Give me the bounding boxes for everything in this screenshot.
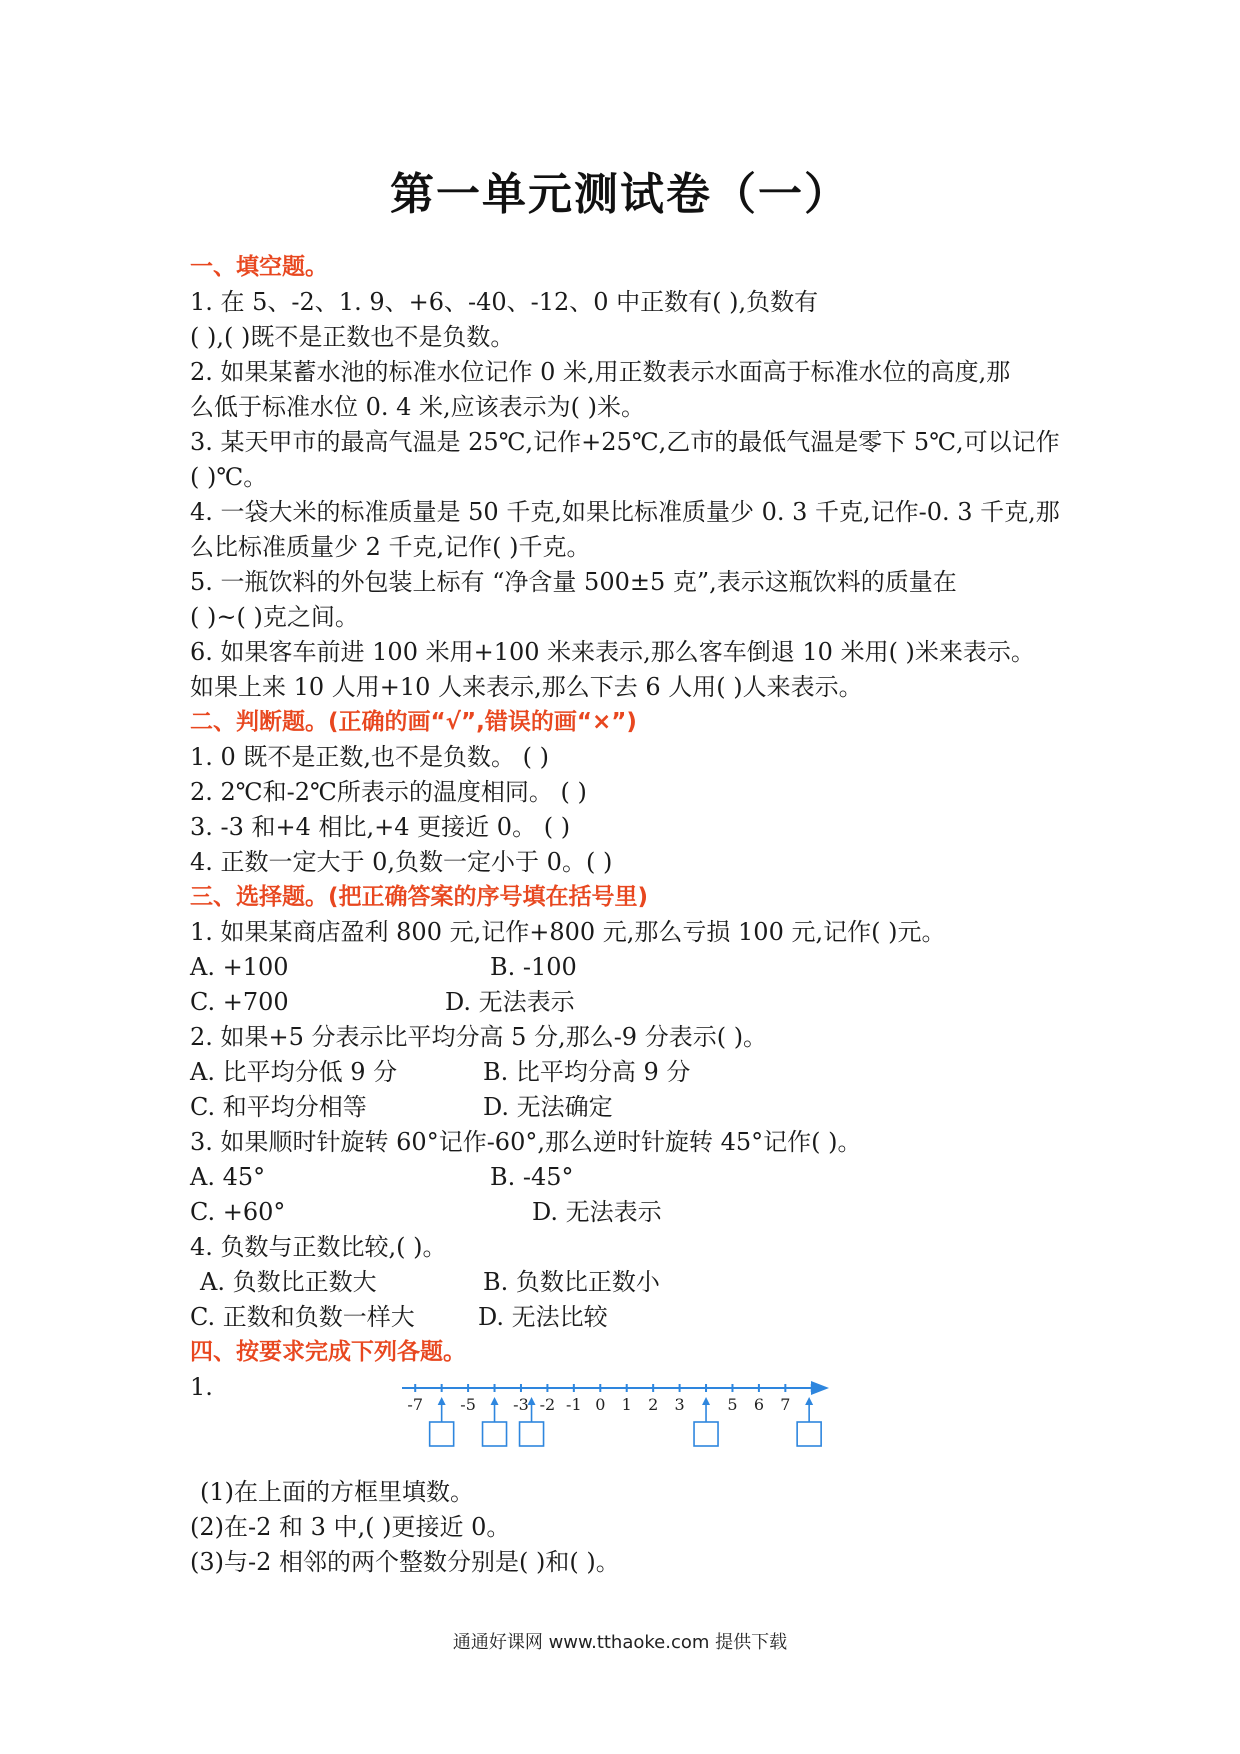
- question-stem: 4. 负数与正数比较,( )。: [190, 1233, 447, 1261]
- question-line: 4. 正数一定大于 0,负数一定小于 0。( ): [190, 848, 613, 876]
- option-row: [190, 1055, 1070, 1090]
- pointer-arrow-head: [805, 1397, 813, 1405]
- option-row: [190, 1160, 1070, 1195]
- question-line: 1. 0 既不是正数,也不是负数。 ( ): [190, 743, 550, 771]
- answer-box[interactable]: [520, 1422, 544, 1446]
- subquestion-line: (1)在上面的方框里填数。: [200, 1478, 474, 1506]
- answer-box[interactable]: [797, 1422, 821, 1446]
- number-line-label: -3: [513, 1395, 529, 1414]
- question-stem: 2. 如果+5 分表示比平均分高 5 分,那么-9 分表示( )。: [190, 1023, 768, 1051]
- question-line: 2. 如果某蓄水池的标准水位记作 0 米,用正数表示水面高于标准水位的高度,那: [190, 358, 1011, 386]
- subquestion-line: (3)与-2 相邻的两个整数分别是( )和( )。: [190, 1548, 620, 1576]
- option-row: [190, 1195, 1070, 1230]
- question-line: 3. 某天甲市的最高气温是 25℃,记作+25℃,乙市的最低气温是零下 5℃,可以记作: [190, 428, 1060, 456]
- answer-box[interactable]: [694, 1422, 718, 1446]
- section-heading-choice: 三、选择题。(把正确答案的序号填在括号里): [190, 884, 649, 910]
- number-line-label: 3: [674, 1395, 685, 1414]
- number-line-label: 1: [621, 1395, 632, 1414]
- section-heading-judgement: 二、判断题。(正确的画“√”,错误的画“×”): [190, 709, 637, 735]
- question-line: 么比标准质量少 2 千克,记作( )千克。: [190, 533, 591, 561]
- page-title: 第一单元测试卷（一）: [390, 169, 850, 220]
- section-heading-tasks: 四、按要求完成下列各题。: [190, 1339, 466, 1365]
- question-stem: 3. 如果顺时针旋转 60°记作-60°,那么逆时针旋转 45°记作( )。: [190, 1128, 862, 1156]
- option-a: A. 45°: [190, 1163, 266, 1191]
- question-line: 4. 一袋大米的标准质量是 50 千克,如果比标准质量少 0. 3 千克,记作-0. 3 千克,那: [190, 498, 1060, 526]
- footer-credit: 通通好课网 www.tthaoke.com 提供下载: [452, 1632, 788, 1653]
- question-line: ( )~( )克之间。: [190, 603, 359, 631]
- question-line: ( )℃。: [190, 463, 268, 491]
- question-stem: 1. 如果某商店盈利 800 元,记作+800 元,那么亏损 100 元,记作( )元。: [190, 918, 946, 946]
- question-line: 3. -3 和+4 相比,+4 更接近 0。 ( ): [190, 813, 571, 841]
- subquestion-line: (2)在-2 和 3 中,( )更接近 0。: [190, 1513, 511, 1541]
- question-line: 如果上来 10 人用+10 人来表示,那么下去 6 人用( )人来表示。: [190, 673, 863, 701]
- number-line-label: 6: [753, 1395, 764, 1414]
- option-b: B. -100: [490, 953, 577, 981]
- option-b: B. 比平均分高 9 分: [483, 1058, 691, 1086]
- option-a: A. 比平均分低 9 分: [190, 1058, 398, 1086]
- option-row: [190, 1265, 1070, 1300]
- option-b: B. -45°: [490, 1163, 574, 1191]
- number-line-label: -7: [407, 1395, 424, 1414]
- option-d: D. 无法确定: [483, 1093, 613, 1121]
- question-line: 5. 一瓶饮料的外包装上标有 “净含量 500±5 克”,表示这瓶饮料的质量在: [190, 568, 957, 596]
- number-line-label: 5: [727, 1395, 738, 1414]
- question-line: 6. 如果客车前进 100 米用+100 米来表示,那么客车倒退 10 米用( )米来表示。: [190, 638, 1035, 666]
- pointer-arrow-head: [491, 1397, 499, 1405]
- number-line-label: 2: [648, 1395, 659, 1414]
- question-line: 1. 在 5、-2、1. 9、+6、-40、-12、0 中正数有( ),负数有: [190, 288, 819, 316]
- option-d: D. 无法表示: [532, 1198, 662, 1226]
- option-b: B. 负数比正数小: [483, 1268, 660, 1296]
- question-line: ( ),( )既不是正数也不是负数。: [190, 323, 515, 351]
- numberline-question: [190, 1370, 1070, 1475]
- number-line-label: 0: [595, 1395, 606, 1414]
- option-a: A. +100: [190, 953, 289, 981]
- number-line-arrowhead: [811, 1381, 829, 1395]
- worksheet-content: [190, 250, 1070, 1580]
- answer-box[interactable]: [430, 1422, 454, 1446]
- option-c: C. +60°: [190, 1198, 286, 1226]
- option-c: C. 和平均分相等: [190, 1093, 367, 1121]
- number-line-label: -2: [539, 1395, 556, 1414]
- option-d: D. 无法比较: [478, 1303, 608, 1331]
- answer-box[interactable]: [483, 1422, 507, 1446]
- pointer-arrow-head: [702, 1397, 710, 1405]
- option-row: [190, 1300, 1070, 1335]
- option-a: A. 负数比正数大: [200, 1268, 377, 1296]
- option-row: [190, 985, 1070, 1020]
- option-d: D. 无法表示: [445, 988, 575, 1016]
- number-line-label: -1: [566, 1395, 582, 1414]
- option-c: C. +700: [190, 988, 289, 1016]
- question-line: 么低于标准水位 0. 4 米,应该表示为( )米。: [190, 393, 646, 421]
- option-c: C. 正数和负数一样大: [190, 1303, 415, 1331]
- number-line-label: 7: [780, 1395, 791, 1414]
- option-row: [190, 1090, 1070, 1125]
- number-line-label: -5: [460, 1395, 476, 1414]
- pointer-arrow-head: [438, 1397, 446, 1405]
- option-row: [190, 950, 1070, 985]
- question-line: 2. 2℃和-2℃所表示的温度相同。 ( ): [190, 778, 587, 806]
- section-heading-fill-in: 一、填空题。: [190, 254, 328, 280]
- question-number: 1.: [190, 1373, 213, 1401]
- number-line-figure: [190, 1370, 1070, 1475]
